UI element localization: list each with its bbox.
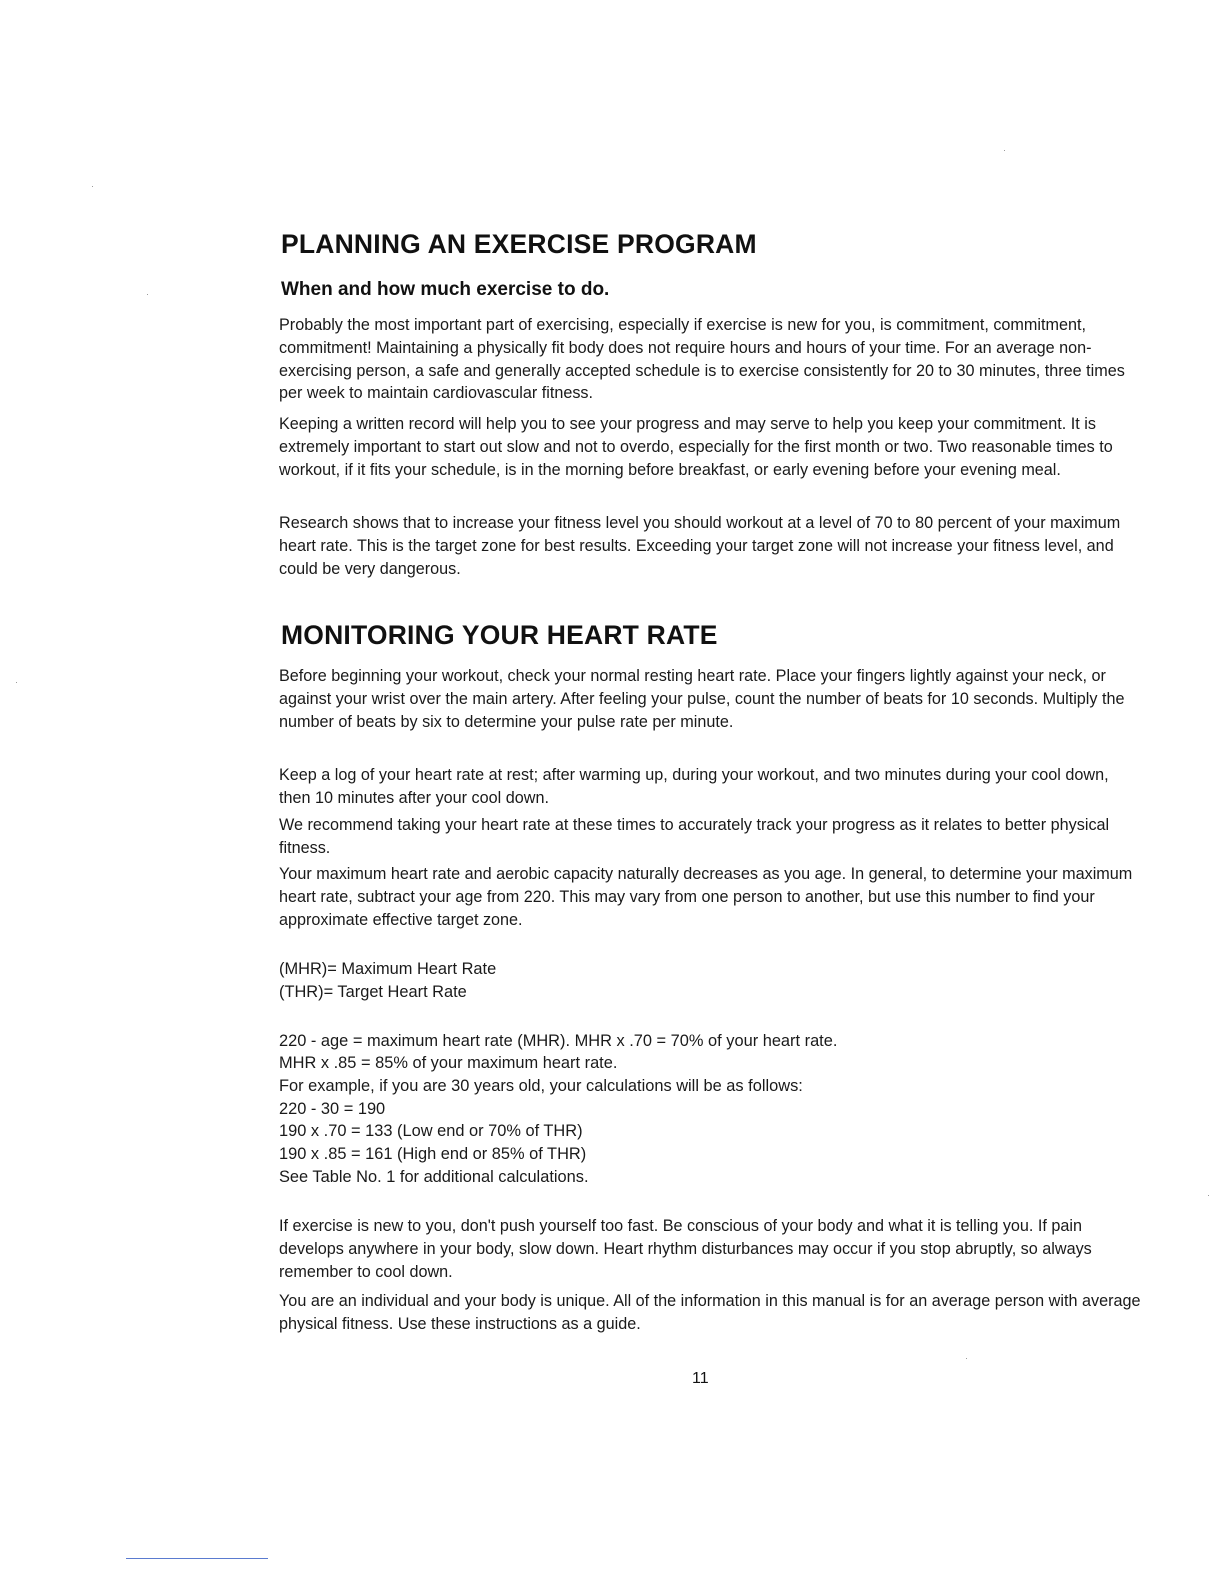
calculation-line-2: MHR x .85 = 85% of your maximum heart rate.	[279, 1054, 618, 1072]
section-subtitle-planning: When and how much exercise to do.	[281, 279, 610, 300]
monitoring-paragraph-4: Your maximum heart rate and aerobic capacity naturally decreases as you age. In general, to determine your maximum heart rate, subtract your age from 220. This may vary from one person to another, but use this number to find your approximate effective target zone.	[279, 865, 1133, 929]
calculation-line-5: 190 x .70 = 133 (Low end or 70% of THR)	[279, 1122, 583, 1140]
section-title-monitoring: MONITORING YOUR HEART RATE	[281, 620, 718, 650]
monitoring-paragraph-3: We recommend taking your heart rate at these times to accurately track your progress as it relates to better physical fitness.	[279, 816, 1110, 857]
calculation-line-6: 190 x .85 = 161 (High end or 85% of THR)	[279, 1145, 587, 1163]
monitoring-paragraph-1: Before beginning your workout, check your normal resting heart rate. Place your fingers lightly against your neck, or against your wrist over the main artery. After feeling your pulse, count the number of beats for 10 seconds. Multiply the number of beats by six to determine your pulse rate per minute.	[279, 667, 1125, 731]
scan-speck	[966, 1358, 967, 1359]
closing-paragraph-1: If exercise is new to you, don't push yourself too fast. Be conscious of your body and what it is telling you. If pain develops anywhere in your body, slow down. Heart rhythm disturbances may occur if you stop abruptly, so always remember to cool down.	[279, 1217, 1092, 1281]
calculation-line-7: See Table No. 1 for additional calculations.	[279, 1168, 589, 1186]
section-title-planning: PLANNING AN EXERCISE PROGRAM	[281, 229, 757, 259]
scan-speck	[1004, 150, 1005, 151]
scan-speck	[16, 682, 17, 683]
definition-mhr: (MHR)= Maximum Heart Rate	[279, 960, 497, 978]
scan-speck	[147, 294, 148, 295]
calculation-line-3: For example, if you are 30 years old, your calculations will be as follows:	[279, 1077, 803, 1095]
monitoring-paragraph-2: Keep a log of your heart rate at rest; after warming up, during your workout, and two minutes during your cool down, then 10 minutes after your cool down.	[279, 766, 1109, 807]
planning-paragraph-3: Research shows that to increase your fitness level you should workout at a level of 70 to 80 percent of your maximum heart rate. This is the target zone for best results. Exceeding your target zone will not increase your fitness level, and could be very dangerous.	[279, 514, 1121, 578]
calculation-line-4: 220 - 30 = 190	[279, 1100, 386, 1118]
planning-paragraph-1: Probably the most important part of exercising, especially if exercise is new for you, is commitment, commitment, commitment! Maintaining a physically fit body does not require hours and hours of your time. For an average non-exercising person, a safe and generally accepted schedule is to exercise consistently for 20 to 30 minutes, three times per week to maintain cardiovascular fitness.	[279, 316, 1125, 403]
calculation-line-1: 220 - age = maximum heart rate (MHR). MHR x .70 = 70% of your heart rate.	[279, 1032, 838, 1050]
scan-speck	[92, 186, 93, 187]
bottom-rule	[126, 1558, 268, 1559]
scan-speck	[1208, 1195, 1209, 1196]
page-number: 11	[692, 1370, 709, 1387]
closing-paragraph-2: You are an individual and your body is unique. All of the information in this manual is for an average person with average physical fitness. Use these instructions as a guide.	[279, 1292, 1141, 1333]
definition-thr: (THR)= Target Heart Rate	[279, 983, 467, 1001]
planning-paragraph-2: Keeping a written record will help you to see your progress and may serve to help you keep your commitment. It is extremely important to start out slow and not to overdo, especially for the first month or two. Two reasonable times to workout, if it fits your schedule, is in the morning before breakfast, or early evening before your evening meal.	[279, 415, 1113, 479]
